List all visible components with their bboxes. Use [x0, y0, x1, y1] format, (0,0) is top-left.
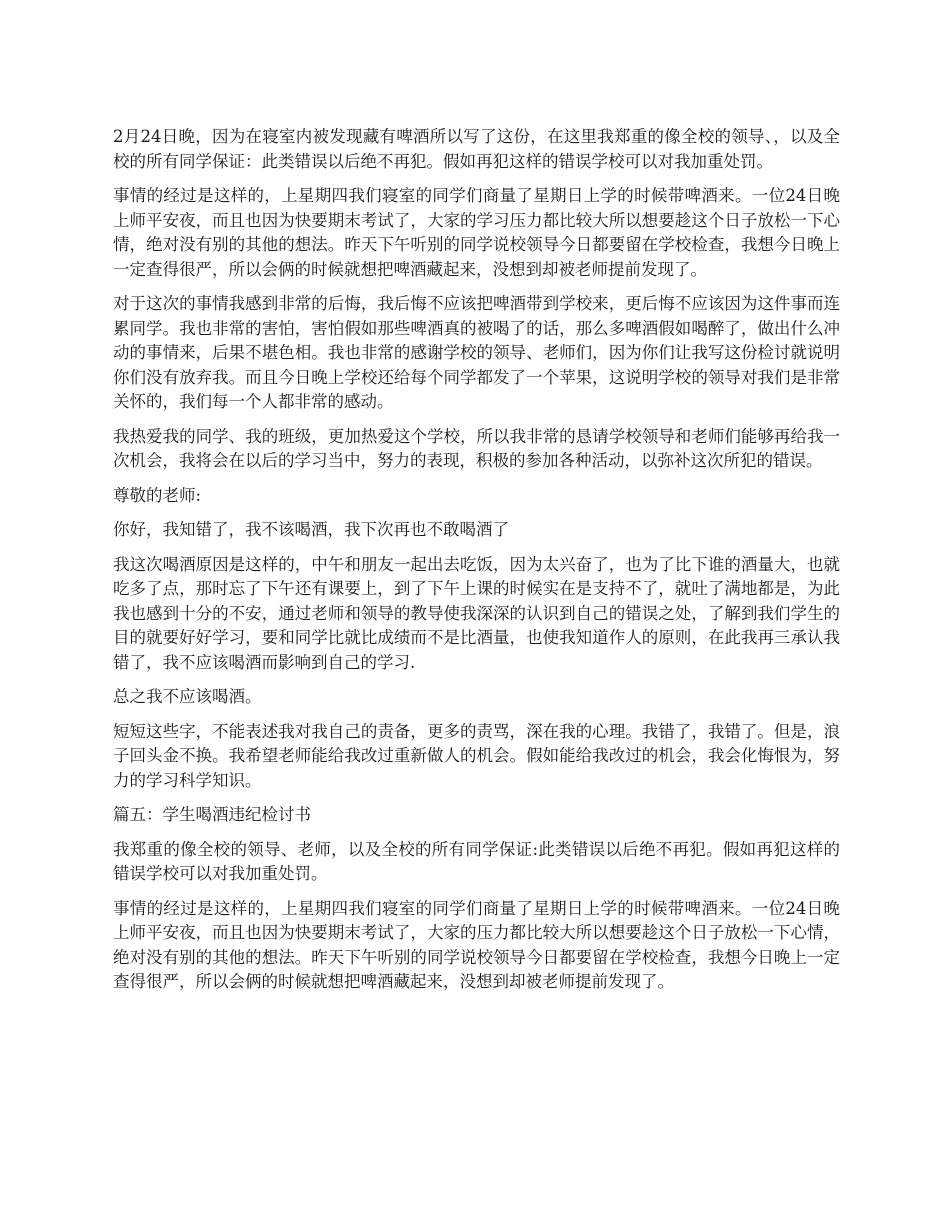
paragraph-incident-details: 事情的经过是这样的，上星期四我们寝室的同学们商量了星期日上学的时候带啤酒来。一位24日晚上师平安夜，而且也因为快要期末考试了，大家的学习压力都比较大所以想要趁这个日子放松一下心情，绝对没有别的其他的想法。昨天下午听别的同学说校领导今日都要留在学校检查，我想今日晚上一定查得很严，所以会俩的时候就想把啤酒藏起来，没想到却被老师提前发现了。	[113, 186, 840, 279]
document-body	[113, 125, 840, 1005]
paragraph-incident-details-repeat: 事情的经过是这样的，上星期四我们寝室的同学们商量了星期日上学的时候带啤酒来。一位24日晚上师平安夜，而且也因为快要期末考试了，大家的压力都比较大所以想要趁这个日子放松一下心情，绝对没有别的其他的想法。昨天下午听别的同学说校领导今日都要留在学校检查，我想今日晚上一定查得很严，所以会俩的时候就想把啤酒藏起来，没想到却被老师提前发现了。	[113, 898, 840, 991]
paragraph-incident-summary: 2月24日晚，因为在寝室内被发现藏有啤酒所以写了这份，在这里我郑重的像全校的领导、，以及全校的所有同学保证：此类错误以后绝不再犯。假如再犯这样的错误学校可以对我加重处罚。	[113, 127, 840, 171]
paragraph-conclusion: 总之我不应该喝酒。	[113, 687, 262, 706]
paragraph-request: 我热爱我的同学、我的班级，更加热爱这个学校，所以我非常的恳请学校领导和老师们能够再给我一次机会，我将会在以后的学习当中，努力的表现，积极的参加各种活动，以弥补这次所犯的错误。	[113, 426, 840, 470]
section-heading: 篇五：学生喝酒违纪检讨书	[113, 805, 311, 824]
paragraph-drinking-reason: 我这次喝酒原因是这样的，中午和朋友一起出去吃饭，因为太兴奋了，也为了比下谁的酒量大，也就吃多了点，那时忘了下午还有课要上，到了下午上课的时候实在是支持不了，就吐了满地都是，为此我也感到十分的不安，通过老师和领导的教导使我深深的认识到自己的错误之处，了解到我们学生的目的就要好好学习，要和同学比就比成绩而不是比酒量，也使我知道作人的原则，在此我再三承认我错了，我不应该喝酒而影响到自己的学习.	[113, 554, 840, 672]
paragraph-apology-opening: 你好，我知错了，我不该喝酒，我下次再也不敢喝酒了	[113, 520, 509, 539]
paragraph-self-reproach: 短短这些字，不能表述我对我自己的责备，更多的责骂，深在我的心理。我错了，我错了。但是，浪子回头金不换。我希望老师能给我改过重新做人的机会。假如能给我改过的机会，我会化悔恨为，努力的学习科学知识。	[113, 721, 840, 790]
paragraph-regret: 对于这次的事情我感到非常的后悔，我后悔不应该把啤酒带到学校来，更后悔不应该因为这件事而连累同学。我也非常的害怕，害怕假如那些啤酒真的被喝了的话，那么多啤酒假如喝醉了，做出什么冲动的事情来，后果不堪色相。我也非常的感谢学校的领导、老师们，因为你们让我写这份检讨就说明你们没有放弃我。而且今日晚上学校还给每个同学都发了一个苹果，这说明学校的领导对我们是非常关怀的，我们每一个人都非常的感动。	[113, 294, 840, 411]
salutation: 尊敬的老师:	[113, 485, 202, 505]
paragraph-guarantee: 我郑重的像全校的领导、老师，以及全校的所有同学保证:此类错误以后绝不再犯。假如再犯这样的错误学校可以对我加重处罚。	[113, 839, 840, 883]
